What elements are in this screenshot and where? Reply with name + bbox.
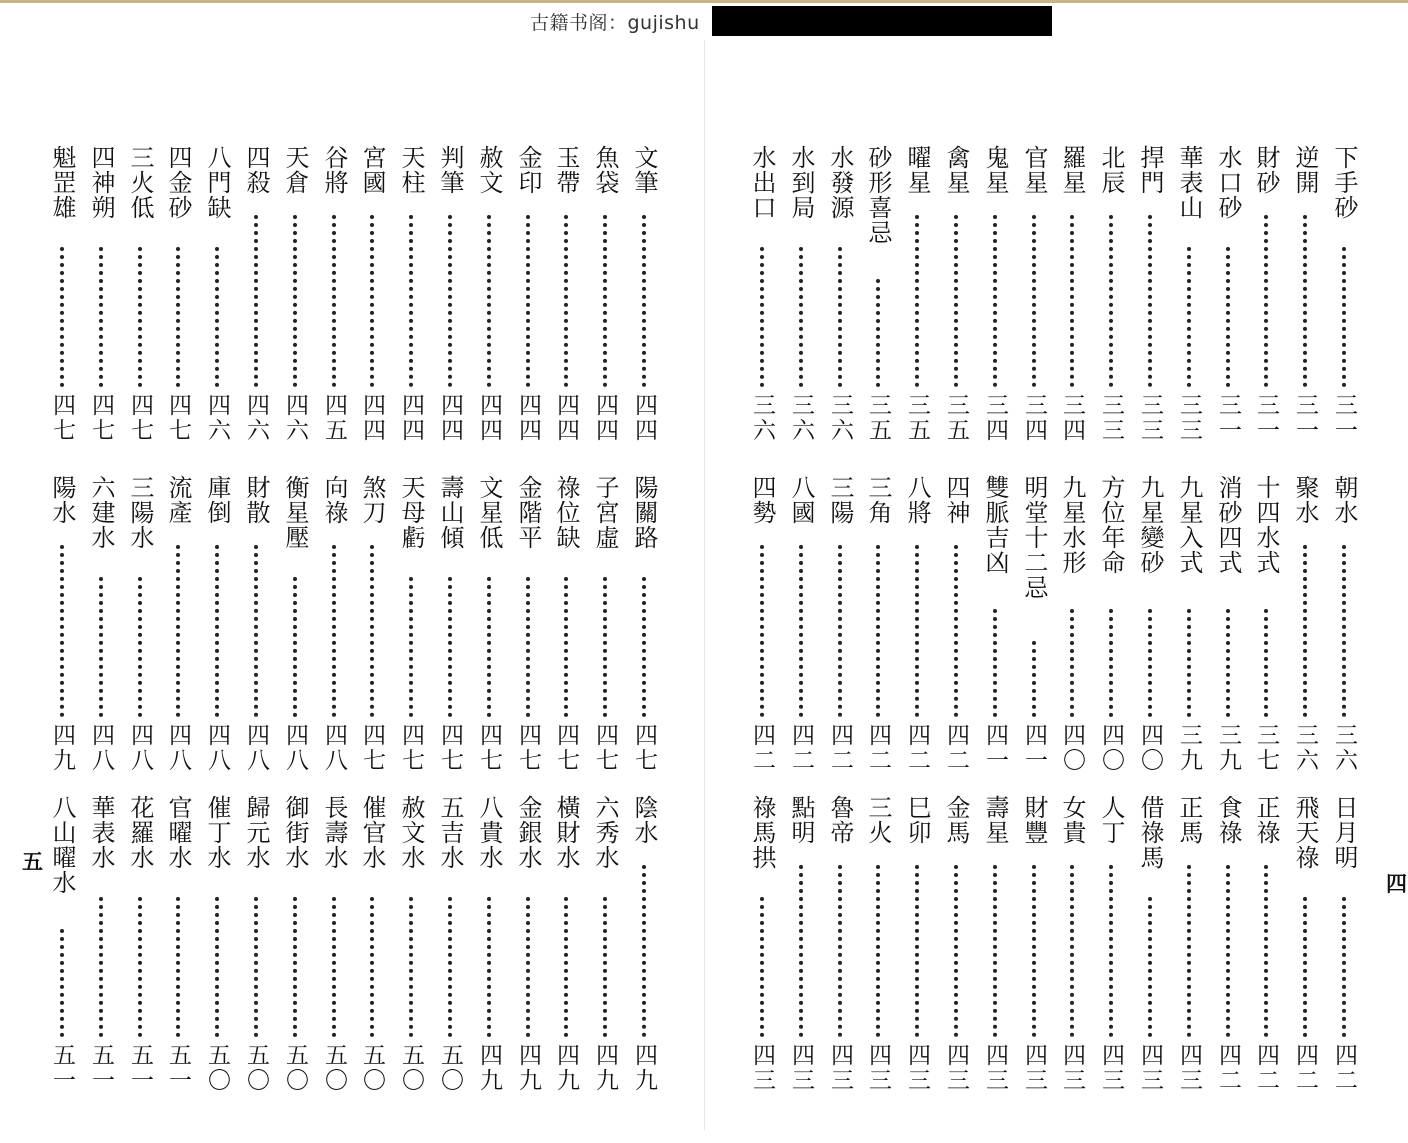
toc-entry: [201, 145, 233, 455]
toc-entry-title: 金馬: [942, 795, 970, 845]
toc-entry: [473, 145, 505, 455]
toc-entry-title: 方位年命: [1097, 475, 1125, 575]
toc-entry-title: 祿馬拱: [748, 795, 776, 870]
toc-entry-page: 五〇: [437, 1043, 463, 1093]
toc-entry-page: 四三: [1059, 1043, 1085, 1093]
toc-entry: [279, 795, 311, 1105]
toc-entry-page: 四四: [553, 393, 579, 443]
dot-leader: [332, 897, 336, 1037]
toc-entry-page: 四七: [359, 723, 385, 773]
toc-entry-title: 水口砂: [1214, 145, 1242, 220]
dot-leader: [564, 215, 568, 387]
toc-entry-title: 祿位缺: [552, 475, 580, 550]
toc-entry-title: 八國: [787, 475, 815, 525]
toc-entry-title: 官曜水: [164, 795, 192, 870]
dot-leader: [99, 247, 103, 387]
toc-entry-page: 四三: [1176, 1043, 1202, 1093]
toc-entry: [318, 795, 350, 1105]
toc-entry-page: 四九: [592, 1043, 618, 1093]
toc-entry-title: 華表水: [87, 795, 115, 870]
toc-entry-title: 橫財水: [552, 795, 580, 870]
toc-entry-page: 四四: [476, 393, 502, 443]
toc-entry: [473, 475, 505, 785]
toc-entry-title: 玉帶: [552, 145, 580, 195]
toc-entry-page: 三六: [827, 393, 853, 443]
toc-entry: [240, 145, 272, 455]
toc-entry: [162, 475, 194, 785]
dot-leader: [487, 215, 491, 387]
toc-entry-title: 聚水: [1291, 475, 1319, 525]
toc-entry-page: 四三: [943, 1043, 969, 1093]
toc-entry: [589, 145, 621, 455]
toc-entry-title: 三火: [864, 795, 892, 845]
toc-entry-page: 四四: [359, 393, 385, 443]
toc-entry-title: 鬼星: [981, 145, 1009, 195]
toc-entry-title: 九星變砂: [1136, 475, 1164, 575]
toc-entry-title: 水到局: [787, 145, 815, 220]
toc-entry-title: 借祿馬: [1136, 795, 1164, 870]
toc-entry-page: 四八: [282, 723, 308, 773]
dot-leader: [176, 247, 180, 387]
toc-entry: [162, 145, 194, 455]
toc-block-1: [0, 145, 1408, 455]
toc-entry-title: 五吉水: [436, 795, 464, 870]
toc-entry-page: 五〇: [398, 1043, 424, 1093]
toc-entry-title: 六建水: [87, 475, 115, 550]
toc-entry: [512, 145, 544, 455]
toc-entry-page: 三四: [1059, 393, 1085, 443]
toc-entry-title: 陽水: [48, 475, 76, 525]
toc-entry-title: 庫倒: [203, 475, 231, 525]
toc-entry-page: 五〇: [282, 1043, 308, 1093]
toc-entry-title: 四神朔: [87, 145, 115, 220]
toc-entry-page: 四一: [1021, 723, 1047, 773]
toc-entry-title: 日月明: [1330, 795, 1358, 870]
toc-entry-title: 八門缺: [203, 145, 231, 220]
toc-entry: [201, 475, 233, 785]
toc-entry-page: 三一: [1292, 393, 1318, 443]
toc-entry-page: 四七: [476, 723, 502, 773]
toc-entry-title: 歸元水: [242, 795, 270, 870]
toc-entry-page: 五一: [127, 1043, 153, 1093]
toc-entry-title: 逆開: [1291, 145, 1319, 195]
toc-entry-page: 五一: [165, 1043, 191, 1093]
toc-entry-page: 四二: [904, 723, 930, 773]
toc-entry-title: 八將: [903, 475, 931, 525]
toc-entry-title: 巳卯: [903, 795, 931, 845]
toc-entry-title: 財散: [242, 475, 270, 525]
toc-entry-title: 壽山傾: [436, 475, 464, 550]
toc-entry-page: 三一: [1331, 393, 1357, 443]
toc-entry: [46, 145, 78, 455]
toc-entry-title: 花羅水: [126, 795, 154, 870]
toc-entry-page: 四〇: [1059, 723, 1085, 773]
dot-leader: [370, 545, 374, 717]
toc-entry-page: 四四: [515, 393, 541, 443]
toc-entry: [201, 795, 233, 1105]
toc-entry-page: 四四: [398, 393, 424, 443]
toc-entry: [628, 145, 660, 455]
toc-entry: [395, 795, 427, 1105]
toc-entry-page: 五〇: [321, 1043, 347, 1093]
toc-entry-page: 四二: [943, 723, 969, 773]
toc-entry-page: 三五: [865, 393, 891, 443]
left-page-number: 五: [22, 849, 43, 874]
toc-entry-page: 四八: [204, 723, 230, 773]
dot-leader: [332, 545, 336, 717]
dot-leader: [603, 215, 607, 387]
toc-entry-title: 十四水式: [1252, 475, 1280, 575]
toc-entry-title: 魯帝: [826, 795, 854, 845]
redaction-bar: [712, 6, 1052, 36]
toc-entry-page: 四三: [827, 1043, 853, 1093]
dot-leader: [293, 577, 297, 717]
dot-leader: [60, 545, 64, 717]
toc-entry: [318, 475, 350, 785]
toc-entry-page: 五一: [49, 1043, 75, 1093]
toc-entry-title: 四勢: [748, 475, 776, 525]
toc-entry-page: 四六: [243, 393, 269, 443]
toc-entry: [395, 145, 427, 455]
dot-leader: [254, 545, 258, 717]
toc-entry-title: 三陽: [826, 475, 854, 525]
toc-entry-page: 三三: [1176, 393, 1202, 443]
toc-entry-title: 消砂四式: [1214, 475, 1242, 575]
toc-entry-page: 四九: [515, 1043, 541, 1093]
toc-entry-title: 九星水形: [1058, 475, 1086, 575]
dot-leader: [448, 577, 452, 717]
toc-entry-page: 四七: [127, 393, 153, 443]
watermark-text: 古籍书阁：gujishu: [530, 12, 700, 34]
dot-leader: [215, 897, 219, 1037]
toc-entry-title: 八山曜水: [48, 795, 76, 895]
dot-leader: [215, 545, 219, 717]
toc-entry-title: 判筆: [436, 145, 464, 195]
toc-entry-page: 四二: [1292, 1043, 1318, 1093]
toc-entry-page: 三一: [1253, 393, 1279, 443]
toc-entry-page: 四二: [1253, 1043, 1279, 1093]
toc-entry-page: 四三: [865, 1043, 891, 1093]
toc-entry: [434, 475, 466, 785]
toc-entry-page: 四九: [553, 1043, 579, 1093]
toc-entry-title: 禽星: [942, 145, 970, 195]
toc-entry-title: 流產: [164, 475, 192, 525]
toc-entry-title: 羅星: [1058, 145, 1086, 195]
toc-entry-page: 三九: [1176, 723, 1202, 773]
toc-entry-title: 正祿: [1252, 795, 1280, 845]
toc-entry: [240, 795, 272, 1105]
toc-entry-title: 雙脈吉凶: [981, 475, 1009, 575]
toc-entry-title: 煞刀: [358, 475, 386, 525]
toc-entry-page: 四七: [165, 393, 191, 443]
toc-entry: [279, 145, 311, 455]
toc-entry-title: 四神: [942, 475, 970, 525]
toc-entry-page: 四三: [1137, 1043, 1163, 1093]
dot-leader: [370, 897, 374, 1037]
dot-leader: [138, 577, 142, 717]
toc-entry-title: 天柱: [397, 145, 425, 195]
toc-entry-page: 四四: [592, 393, 618, 443]
dot-leader: [138, 897, 142, 1037]
toc-entry-title: 食祿: [1214, 795, 1242, 845]
toc-entry: [356, 475, 388, 785]
dot-leader: [526, 215, 530, 387]
toc-entry-page: 四四: [437, 393, 463, 443]
toc-entry-title: 飛天祿: [1291, 795, 1319, 870]
toc-entry: [46, 795, 78, 1105]
dot-leader: [642, 577, 646, 717]
toc-entry: [85, 145, 117, 455]
dot-leader: [254, 215, 258, 387]
toc-entry-title: 八貴水: [475, 795, 503, 870]
toc-entry-page: 三五: [943, 393, 969, 443]
right-page-number: 四: [1386, 871, 1407, 896]
toc-entry-title: 朝水: [1330, 475, 1358, 525]
toc-entry-title: 御街水: [281, 795, 309, 870]
dot-leader: [293, 897, 297, 1037]
toc-entry-title: 金階平: [514, 475, 542, 550]
toc-entry-page: 三五: [904, 393, 930, 443]
toc-entry-page: 三七: [1253, 723, 1279, 773]
toc-entry: [356, 145, 388, 455]
toc-entry: [434, 795, 466, 1105]
toc-entry: [124, 795, 156, 1105]
toc-entry-title: 天倉: [281, 145, 309, 195]
dot-leader: [215, 247, 219, 387]
toc-entry-title: 赦文: [475, 145, 503, 195]
toc-entry-title: 六秀水: [591, 795, 619, 870]
toc-entry: [589, 795, 621, 1105]
dot-leader: [370, 215, 374, 387]
toc-entry-page: 四八: [321, 723, 347, 773]
toc-entry-page: 四三: [904, 1043, 930, 1093]
toc-entry-page: 四三: [982, 1043, 1008, 1093]
toc-entry-page: 四七: [88, 393, 114, 443]
toc-entry-page: 四二: [865, 723, 891, 773]
dot-leader: [409, 215, 413, 387]
toc-entry-page: 三三: [1137, 393, 1163, 443]
toc-entry-title: 官星: [1020, 145, 1048, 195]
toc-entry-page: 三四: [1021, 393, 1047, 443]
toc-entry: [434, 145, 466, 455]
dot-leader: [409, 897, 413, 1037]
toc-entry: [162, 795, 194, 1105]
toc-entry-title: 水發源: [826, 145, 854, 220]
toc-entry-page: 四三: [1021, 1043, 1047, 1093]
toc-entry-title: 金印: [514, 145, 542, 195]
toc-entry: [240, 475, 272, 785]
toc-entry-page: 三一: [1215, 393, 1241, 443]
dot-leader: [526, 577, 530, 717]
toc-entry-title: 三火低: [126, 145, 154, 220]
toc-entry-page: 五一: [88, 1043, 114, 1093]
toc-entry-title: 財豐: [1020, 795, 1048, 845]
toc-entry-page: 三三: [1098, 393, 1124, 443]
dot-leader: [409, 577, 413, 717]
dot-leader: [254, 897, 258, 1037]
toc-entry-title: 陽關路: [630, 475, 658, 550]
toc-entry-page: 四二: [827, 723, 853, 773]
dot-leader: [526, 897, 530, 1037]
toc-entry-page: 四八: [243, 723, 269, 773]
dot-leader: [176, 897, 180, 1037]
toc-entry: [124, 145, 156, 455]
dot-leader: [332, 215, 336, 387]
toc-entry-title: 四金砂: [164, 145, 192, 220]
toc-entry-page: 四七: [398, 723, 424, 773]
toc-entry: [124, 475, 156, 785]
toc-entry-title: 谷將: [320, 145, 348, 195]
dot-leader: [176, 545, 180, 717]
dot-leader: [487, 577, 491, 717]
dot-leader: [564, 897, 568, 1037]
toc-entry-page: 四七: [553, 723, 579, 773]
toc-entry-title: 天母虧: [397, 475, 425, 550]
toc-entry-page: 四九: [631, 1043, 657, 1093]
toc-entry-page: 四二: [1331, 1043, 1357, 1093]
toc-entry-title: 點明: [787, 795, 815, 845]
toc-entry-title: 長壽水: [320, 795, 348, 870]
toc-entry: [550, 475, 582, 785]
toc-entry-title: 三角: [864, 475, 892, 525]
toc-entry-title: 正馬: [1175, 795, 1203, 845]
dot-leader: [99, 577, 103, 717]
toc-entry-page: 三六: [749, 393, 775, 443]
toc-entry-page: 四二: [749, 723, 775, 773]
toc-entry-title: 壽星: [981, 795, 1009, 845]
toc-entry-title: 宮國: [358, 145, 386, 195]
toc-entry: [550, 145, 582, 455]
toc-entry-page: 四〇: [1098, 723, 1124, 773]
toc-entry-page: 四六: [282, 393, 308, 443]
toc-entry: [550, 795, 582, 1105]
toc-entry-page: 四七: [49, 393, 75, 443]
toc-entry-page: 五〇: [204, 1043, 230, 1093]
toc-entry: [473, 795, 505, 1105]
toc-entry-page: 五〇: [243, 1043, 269, 1093]
toc-entry-page: 四三: [749, 1043, 775, 1093]
toc-entry: [85, 795, 117, 1105]
toc-entry-title: 九星入式: [1175, 475, 1203, 575]
toc-entry-page: 四二: [1215, 1043, 1241, 1093]
toc-entry-title: 魁罡雄: [48, 145, 76, 220]
toc-entry-page: 四八: [88, 723, 114, 773]
toc-entry-page: 四二: [788, 723, 814, 773]
toc-entry-title: 華表山: [1175, 145, 1203, 220]
toc-entry-title: 下手砂: [1330, 145, 1358, 220]
toc-entry-title: 捍門: [1136, 145, 1164, 195]
toc-entry-title: 女貴: [1058, 795, 1086, 845]
toc-entry-page: 四九: [476, 1043, 502, 1093]
dot-leader: [448, 215, 452, 387]
toc-entry-page: 四八: [127, 723, 153, 773]
toc-entry-page: 四七: [592, 723, 618, 773]
toc-entry-title: 四殺: [242, 145, 270, 195]
toc-entry-title: 人丁: [1097, 795, 1125, 845]
dot-leader: [603, 897, 607, 1037]
toc-entry: [512, 475, 544, 785]
toc-entry-title: 曜星: [903, 145, 931, 195]
toc-entry-title: 北辰: [1097, 145, 1125, 195]
toc-entry-title: 財砂: [1252, 145, 1280, 195]
toc-entry-page: 四五: [321, 393, 347, 443]
top-border: [0, 0, 1408, 3]
dot-leader: [642, 865, 646, 1037]
toc-entry-page: 四七: [631, 723, 657, 773]
toc-entry-page: 三六: [788, 393, 814, 443]
toc-entry-page: 四八: [165, 723, 191, 773]
toc-entry: [628, 795, 660, 1105]
dot-leader: [564, 577, 568, 717]
toc-entry-title: 明堂十二忌: [1020, 475, 1048, 600]
toc-entry-page: 三四: [982, 393, 1008, 443]
toc-entry-title: 文星低: [475, 475, 503, 550]
toc-entry: [318, 145, 350, 455]
dot-leader: [60, 929, 64, 1037]
toc-entry-page: 四九: [49, 723, 75, 773]
toc-entry-page: 四七: [437, 723, 463, 773]
toc-entry: [512, 795, 544, 1105]
toc-entry-page: 四三: [1098, 1043, 1124, 1093]
dot-leader: [293, 215, 297, 387]
dot-leader: [138, 247, 142, 387]
toc-entry-title: 向祿: [320, 475, 348, 525]
toc-entry-page: 四四: [631, 393, 657, 443]
toc-entry-title: 赦文水: [397, 795, 425, 870]
toc-entry-title: 文筆: [630, 145, 658, 195]
toc-entry-title: 砂形喜忌: [864, 145, 892, 245]
dot-leader: [642, 215, 646, 387]
dot-leader: [487, 897, 491, 1037]
dot-leader: [448, 897, 452, 1037]
watermark-banner: [0, 6, 1408, 36]
toc-entry-title: 魚袋: [591, 145, 619, 195]
toc-entry: [85, 475, 117, 785]
toc-entry: [395, 475, 427, 785]
toc-entry: [356, 795, 388, 1105]
toc-entry-page: 四六: [204, 393, 230, 443]
toc-block-2: [0, 475, 1408, 785]
toc-entry-page: 四一: [982, 723, 1008, 773]
toc-entry-page: 三九: [1215, 723, 1241, 773]
toc-entry-page: 四七: [515, 723, 541, 773]
toc-entry-title: 衡星壓: [281, 475, 309, 550]
toc-entry-title: 金銀水: [514, 795, 542, 870]
toc-entry: [279, 475, 311, 785]
toc-entry-page: 三六: [1292, 723, 1318, 773]
toc-entry-title: 陰水: [630, 795, 658, 845]
toc-entry-title: 催官水: [358, 795, 386, 870]
toc-entry-page: 三六: [1331, 723, 1357, 773]
toc-entry-title: 催丁水: [203, 795, 231, 870]
dot-leader: [60, 247, 64, 387]
toc-block-3: [0, 795, 1408, 1105]
dot-leader: [603, 577, 607, 717]
toc-entry: [589, 475, 621, 785]
toc-entry: [46, 475, 78, 785]
toc-entry-title: 水出口: [748, 145, 776, 220]
toc-entry-page: 五〇: [359, 1043, 385, 1093]
toc-entry-title: 子宮虛: [591, 475, 619, 550]
toc-entry-title: 三陽水: [126, 475, 154, 550]
toc-entry: [628, 475, 660, 785]
dot-leader: [99, 897, 103, 1037]
toc-entry-page: 四〇: [1137, 723, 1163, 773]
toc-entry-page: 四三: [788, 1043, 814, 1093]
